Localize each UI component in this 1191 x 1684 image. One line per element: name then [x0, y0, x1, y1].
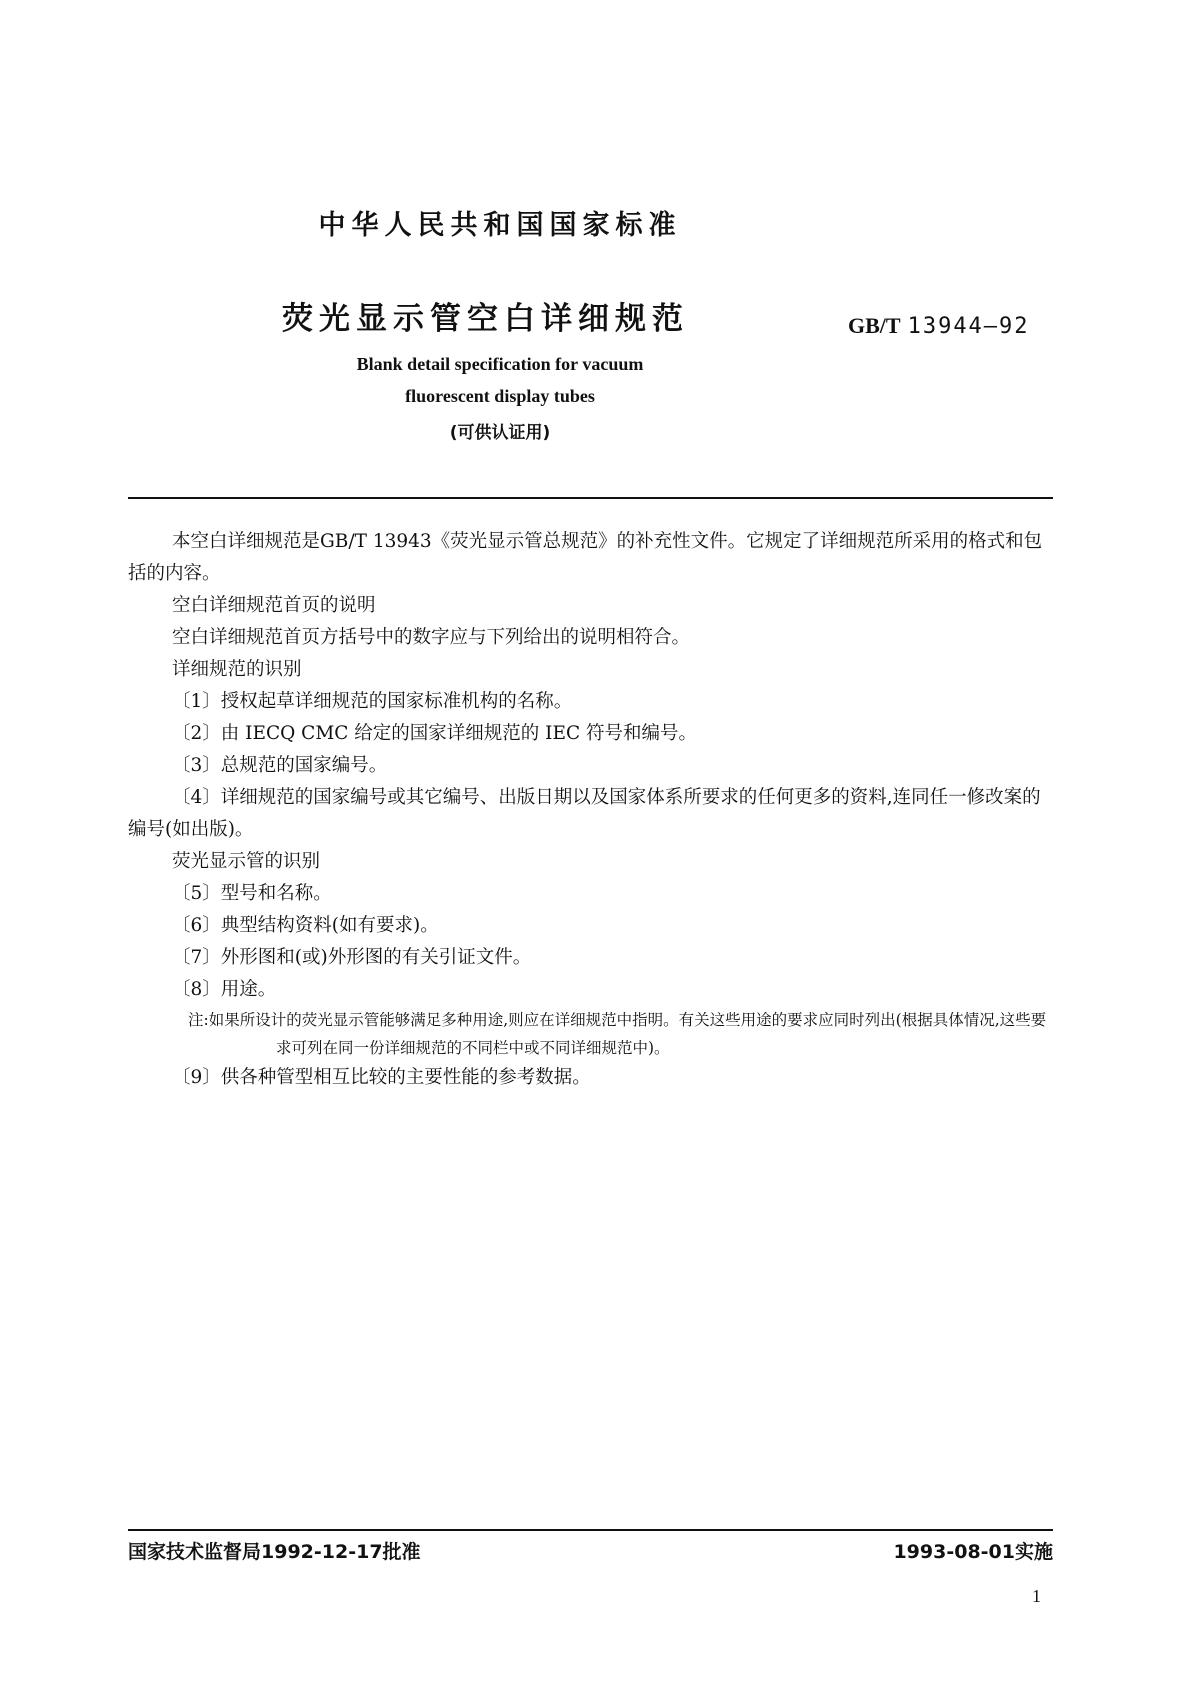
list-item: 〔2〕由 IECQ CMC 给定的国家详细规范的 IEC 符号和编号。 — [172, 723, 698, 744]
document-title-cn: 荧光显示管空白详细规范 — [282, 301, 689, 337]
list-item: 〔3〕总规范的国家编号。 — [172, 755, 388, 776]
list-item: 〔1〕授权起草详细规范的国家标准机构的名称。 — [172, 691, 573, 712]
list-item: 〔4〕详细规范的国家编号或其它编号、出版日期以及国家体系所要求的任何更多的资料,连同任一修改案的编号(如出版)。 — [128, 787, 1041, 840]
document-body — [128, 526, 1053, 1094]
standard-code: 13944—92 — [907, 314, 1030, 339]
standard-prefix: GB/T — [848, 313, 901, 338]
list-item: 〔7〕外形图和(或)外形图的有关引证文件。 — [172, 947, 532, 968]
country-standard-heading: 中华人民共和国国家标准 — [318, 210, 682, 241]
list-item: 〔6〕典型结构资料(如有要求)。 — [172, 915, 439, 936]
bottom-divider — [128, 1529, 1053, 1531]
document-title-en-line1: Blank detail specification for vacuum — [356, 354, 644, 374]
paragraph: 空白详细规范首页方括号中的数字应与下列给出的说明相符合。 — [172, 627, 691, 648]
certification-note: (可供认证用) — [449, 423, 551, 443]
list-item: 〔5〕型号和名称。 — [172, 883, 332, 904]
approval-date: 国家技术监督局1992-12-17批准 — [128, 1541, 421, 1563]
section-heading: 荧光显示管的识别 — [172, 851, 321, 872]
section-heading: 详细规范的识别 — [172, 659, 302, 680]
list-item: 〔8〕用途。 — [172, 979, 277, 1000]
effective-date: 1993-08-01实施 — [893, 1541, 1053, 1563]
note-paragraph: 注:如果所设计的荧光显示管能够满足多种用途,则应在详细规范中指明。有关这些用途的要求应同时列出(根据具体情况,这些要求可列在同一份详细规范的不同栏中或不同详细规范中)。 — [188, 1011, 1047, 1057]
standard-number — [848, 313, 1030, 339]
intro-paragraph: 本空白详细规范是GB/T 13943《荧光显示管总规范》的补充性文件。它规定了详细规范所采用的格式和包括的内容。 — [128, 531, 1043, 584]
list-item: 〔9〕供各种管型相互比较的主要性能的参考数据。 — [172, 1067, 591, 1088]
top-divider — [128, 497, 1053, 499]
section-heading: 空白详细规范首页的说明 — [172, 595, 376, 616]
page-number: 1 — [1032, 1586, 1041, 1606]
document-title-en-line2: fluorescent display tubes — [405, 386, 595, 406]
